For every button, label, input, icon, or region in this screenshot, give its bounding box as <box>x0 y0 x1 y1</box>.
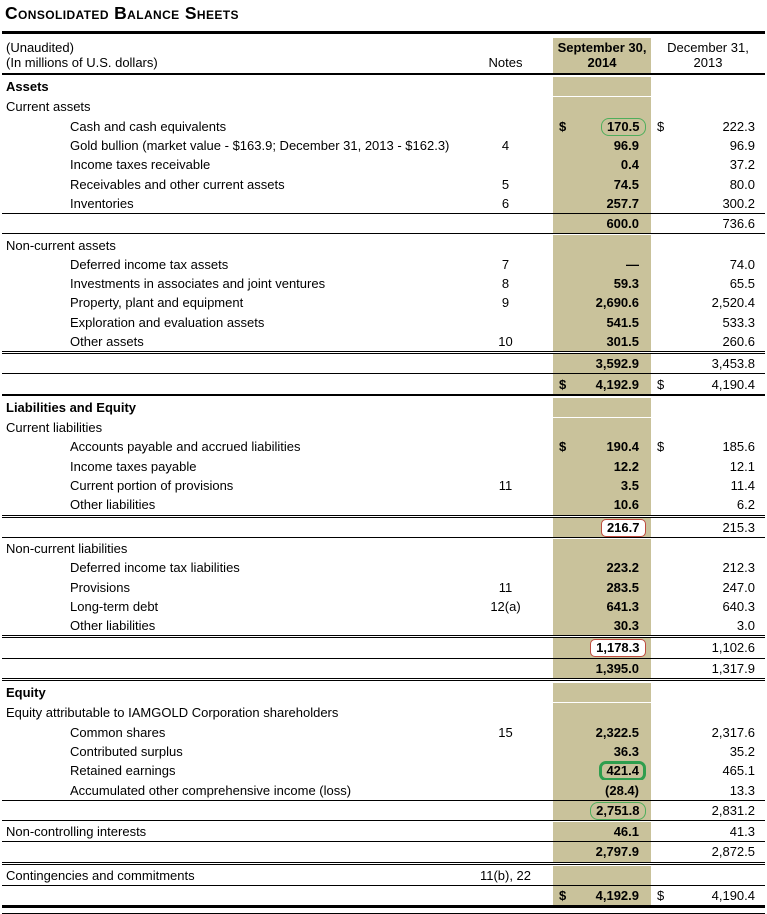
row-label: Inventories <box>70 195 134 211</box>
row-value-dec-2013: 1,102.6 <box>711 640 755 656</box>
row-value-dec-2013: 640.3 <box>722 598 755 614</box>
row-label: Current liabilities <box>6 420 103 436</box>
row-cell-dec-2013 <box>651 174 765 193</box>
table-row <box>2 234 765 254</box>
row-label: Income taxes receivable <box>70 157 211 173</box>
row-value-dec-2013: 12.1 <box>729 458 755 474</box>
row-note <box>458 437 553 456</box>
table-row <box>2 417 765 437</box>
row-value-dec-2013: 3.0 <box>736 618 755 634</box>
row-value-dec-2013: 11.4 <box>730 478 755 494</box>
row-cell-sep-2014 <box>553 539 651 558</box>
row-value-dec-2013: 185.6 <box>722 439 755 455</box>
row-cell-sep-2014 <box>553 597 651 616</box>
row-value-sep-2014 <box>599 763 639 778</box>
table-row <box>2 332 765 351</box>
row-note <box>458 822 553 841</box>
table-row <box>2 457 765 476</box>
row-label: Accumulated other comprehensive income (loss) <box>70 782 352 798</box>
row-value-sep-2014: 283.5 <box>606 579 639 595</box>
table-row <box>2 75 765 96</box>
row-cell-dec-2013 <box>651 742 765 761</box>
row-note <box>458 97 553 116</box>
row-cell-dec-2013 <box>651 398 765 417</box>
row-cell-sep-2014 <box>553 117 651 136</box>
row-cell-dec-2013 <box>651 255 765 274</box>
row-cell-sep-2014 <box>553 174 651 193</box>
row-cell-dec-2013 <box>651 437 765 456</box>
row-note: 15 <box>498 724 513 740</box>
table-row <box>2 800 765 821</box>
row-note <box>458 518 553 537</box>
row-note: 11(b), 22 <box>479 867 532 883</box>
row-cell-sep-2014 <box>553 638 651 657</box>
row-note <box>458 398 553 417</box>
row-value-sep-2014: 46.1 <box>613 824 639 840</box>
row-label <box>2 886 458 905</box>
table-row <box>2 597 765 616</box>
row-value-dec-2013: 736.6 <box>722 216 755 232</box>
table-row <box>2 194 765 213</box>
table-row <box>2 659 765 681</box>
table-row <box>2 616 765 635</box>
table-row <box>2 515 765 538</box>
row-label: Contingencies and commitments <box>6 867 195 883</box>
row-note <box>458 155 553 174</box>
row-value-dec-2013: 74.0 <box>729 256 755 272</box>
row-label <box>2 659 458 678</box>
row-note <box>458 616 553 635</box>
row-cell-dec-2013 <box>651 457 765 476</box>
table-row <box>2 396 765 417</box>
table-row <box>2 313 765 332</box>
row-value-dec-2013: 3,453.8 <box>711 356 755 372</box>
row-cell-dec-2013 <box>651 866 765 885</box>
row-cell-dec-2013 <box>651 313 765 332</box>
table-row <box>2 886 765 908</box>
row-cell-sep-2014 <box>553 742 651 761</box>
row-cell-dec-2013 <box>651 780 765 799</box>
balance-sheet-table <box>2 38 765 914</box>
row-label <box>2 214 458 233</box>
row-value-sep-2014 <box>601 119 639 134</box>
annotation-box-green-thick: 421.4 <box>599 761 646 781</box>
row-value-dec-2013: 533.3 <box>722 314 755 330</box>
row-value-sep-2014 <box>601 520 639 535</box>
row-note <box>458 235 553 254</box>
row-cell-dec-2013 <box>651 703 765 722</box>
row-note: 10 <box>498 334 513 349</box>
table-row <box>2 96 765 116</box>
row-note <box>458 638 553 657</box>
row-value-dec-2013: 2,520.4 <box>711 295 755 311</box>
row-value-dec-2013: 41.3 <box>729 824 755 840</box>
row-cell-dec-2013 <box>651 495 765 514</box>
row-cell-dec-2013 <box>651 155 765 174</box>
table-row <box>2 821 765 841</box>
row-note <box>458 374 553 393</box>
page-title: Consolidated Balance Sheets <box>5 3 239 23</box>
row-cell-dec-2013 <box>651 822 765 841</box>
title-rule <box>2 31 765 34</box>
row-value-sep-2014: 2,690.6 <box>595 295 639 311</box>
row-label <box>2 518 458 537</box>
row-note: 6 <box>501 195 510 211</box>
row-cell-dec-2013 <box>651 194 765 213</box>
row-value-sep-2014: 3.5 <box>620 478 639 494</box>
dollar-sign: $ <box>559 439 567 455</box>
row-label: Current assets <box>6 99 91 115</box>
row-cell-dec-2013 <box>651 577 765 596</box>
row-label <box>2 842 458 861</box>
row-note: 4 <box>501 138 510 154</box>
row-value-dec-2013: 465.1 <box>722 763 755 779</box>
header-millions-label: (In millions of U.S. dollars) <box>6 55 158 70</box>
row-note <box>458 683 553 702</box>
row-cell-sep-2014 <box>553 274 651 293</box>
row-cell-dec-2013 <box>651 117 765 136</box>
row-cell-sep-2014 <box>553 616 651 635</box>
row-cell-sep-2014 <box>553 313 651 332</box>
row-cell-sep-2014 <box>553 97 651 116</box>
row-cell-sep-2014 <box>553 155 651 174</box>
row-cell-sep-2014 <box>553 476 651 495</box>
row-value-sep-2014: 74.5 <box>613 176 639 192</box>
table-row <box>2 841 765 864</box>
row-cell-dec-2013 <box>651 332 765 351</box>
row-cell-dec-2013 <box>651 597 765 616</box>
row-value-sep-2014: 257.7 <box>606 195 639 211</box>
row-value-dec-2013: 2,872.5 <box>711 844 755 860</box>
table-row <box>2 702 765 722</box>
row-label: Retained earnings <box>70 763 176 779</box>
row-value-sep-2014: 10.6 <box>613 497 639 513</box>
row-label: Deferred income tax liabilities <box>70 560 240 576</box>
row-note: 11 <box>498 579 513 595</box>
row-value-sep-2014: (28.4) <box>605 782 639 798</box>
row-note <box>458 418 553 437</box>
table-row <box>2 761 765 780</box>
row-cell-sep-2014 <box>553 659 651 678</box>
row-note <box>458 495 553 514</box>
annotation-box-green: 170.5 <box>601 118 646 136</box>
row-cell-dec-2013 <box>651 886 765 905</box>
row-cell-dec-2013 <box>651 214 765 233</box>
row-note: 11 <box>498 478 513 494</box>
row-label: Current portion of provisions <box>70 478 234 494</box>
row-note <box>458 117 553 136</box>
row-cell-dec-2013 <box>651 518 765 537</box>
row-cell-dec-2013 <box>651 683 765 702</box>
row-cell-sep-2014 <box>553 354 651 373</box>
table-row <box>2 495 765 514</box>
row-cell-sep-2014 <box>553 293 651 312</box>
table-row <box>2 742 765 761</box>
row-value-sep-2014: 2,797.9 <box>595 844 639 860</box>
header-units <box>2 38 458 73</box>
row-value-sep-2014: 641.3 <box>606 598 639 614</box>
row-value-dec-2013: 13.3 <box>729 782 755 798</box>
row-cell-sep-2014 <box>553 761 651 780</box>
row-value-dec-2013: 4,190.4 <box>711 888 755 904</box>
row-value-dec-2013: 80.0 <box>729 176 755 192</box>
row-value-sep-2014: 4,192.9 <box>595 376 639 392</box>
row-label: Other liabilities <box>70 618 156 634</box>
row-label <box>2 638 458 657</box>
row-cell-dec-2013 <box>651 761 765 780</box>
table-row <box>2 635 765 658</box>
row-note <box>458 842 553 861</box>
row-value-sep-2014: 96.9 <box>613 138 639 154</box>
row-label: Cash and cash equivalents <box>70 118 227 134</box>
row-cell-sep-2014 <box>553 255 651 274</box>
row-value-sep-2014: — <box>626 256 639 272</box>
table-row <box>2 213 765 234</box>
table-row <box>2 865 765 886</box>
row-value-sep-2014: 30.3 <box>613 618 639 634</box>
row-value-dec-2013: 96.9 <box>729 138 755 154</box>
table-row <box>2 136 765 155</box>
row-value-sep-2014: 0.4 <box>620 157 639 173</box>
row-cell-dec-2013 <box>651 616 765 635</box>
row-note <box>458 886 553 905</box>
row-value-sep-2014: 1,395.0 <box>595 660 639 676</box>
row-cell-dec-2013 <box>651 274 765 293</box>
row-label: Other assets <box>70 334 144 349</box>
row-cell-sep-2014 <box>553 866 651 885</box>
dollar-sign: $ <box>657 118 665 134</box>
row-cell-sep-2014 <box>553 558 651 577</box>
row-label: Assets <box>6 79 49 95</box>
table-row <box>2 255 765 274</box>
table-row <box>2 117 765 136</box>
row-label: Long-term debt <box>70 598 159 614</box>
row-note <box>458 558 553 577</box>
row-cell-dec-2013 <box>651 801 765 820</box>
row-cell-dec-2013 <box>651 235 765 254</box>
table-row <box>2 723 765 742</box>
row-value-sep-2014: 12.2 <box>613 458 639 474</box>
row-cell-dec-2013 <box>651 638 765 657</box>
row-note <box>458 539 553 558</box>
row-cell-dec-2013 <box>651 418 765 437</box>
row-value-dec-2013: 300.2 <box>722 195 755 211</box>
row-cell-sep-2014 <box>553 457 651 476</box>
row-value-sep-2014: 2,322.5 <box>595 724 639 740</box>
row-cell-sep-2014 <box>553 136 651 155</box>
row-label: Equity <box>6 685 46 701</box>
row-label: Non-current assets <box>6 237 116 253</box>
header-notes-label: Notes <box>488 55 523 70</box>
row-label: Receivables and other current assets <box>70 176 285 192</box>
table-row <box>2 293 765 312</box>
row-label <box>2 374 458 393</box>
row-note <box>458 457 553 476</box>
row-note <box>458 703 553 722</box>
row-note: 7 <box>501 256 510 272</box>
row-label: Common shares <box>70 724 166 740</box>
row-label: Income taxes payable <box>70 458 197 474</box>
row-cell-sep-2014 <box>553 703 651 722</box>
row-cell-sep-2014 <box>553 801 651 820</box>
table-row <box>2 174 765 193</box>
row-cell-sep-2014 <box>553 780 651 799</box>
row-value-dec-2013: 212.3 <box>722 560 755 576</box>
header-unaudited-label: (Unaudited) <box>6 40 74 55</box>
annotation-box-green: 2,751.8 <box>590 802 645 820</box>
row-cell-sep-2014 <box>553 398 651 417</box>
row-label: Contributed surplus <box>70 743 183 759</box>
row-cell-sep-2014 <box>553 886 651 905</box>
row-cell-sep-2014 <box>553 723 651 742</box>
row-cell-sep-2014 <box>553 518 651 537</box>
row-label: Other liabilities <box>70 497 156 513</box>
row-value-sep-2014: 190.4 <box>606 439 639 455</box>
row-cell-sep-2014 <box>553 418 651 437</box>
row-note: 8 <box>501 276 510 292</box>
table-row <box>2 155 765 174</box>
row-value-sep-2014: 4,192.9 <box>595 888 639 904</box>
table-row <box>2 681 765 702</box>
table-row <box>2 538 765 558</box>
row-note <box>458 761 553 780</box>
table-row <box>2 577 765 596</box>
dollar-sign: $ <box>559 888 567 904</box>
row-label: Investments in associates and joint ventures <box>70 276 326 292</box>
row-cell-sep-2014 <box>553 235 651 254</box>
row-value-sep-2014: 3,592.9 <box>595 356 639 372</box>
row-value-dec-2013: 65.5 <box>729 276 755 292</box>
table-row <box>2 437 765 456</box>
row-value-sep-2014: 600.0 <box>606 216 639 232</box>
annotation-box-red: 1,178.3 <box>590 639 645 657</box>
table-row <box>2 780 765 799</box>
row-value-sep-2014: 541.5 <box>606 314 639 330</box>
row-note <box>458 214 553 233</box>
row-value-dec-2013: 215.3 <box>722 519 755 535</box>
row-cell-dec-2013 <box>651 558 765 577</box>
row-value-dec-2013: 6.2 <box>736 497 755 513</box>
row-value-sep-2014: 36.3 <box>613 743 639 759</box>
row-note <box>458 742 553 761</box>
row-label: Equity attributable to IAMGOLD Corporation shareholders <box>6 705 339 721</box>
row-cell-dec-2013 <box>651 659 765 678</box>
row-label <box>2 801 458 820</box>
row-value-dec-2013: 222.3 <box>722 118 755 134</box>
row-value-dec-2013: 2,831.2 <box>711 802 755 818</box>
row-cell-sep-2014 <box>553 577 651 596</box>
table-row <box>2 274 765 293</box>
row-value-sep-2014: 223.2 <box>606 560 639 576</box>
row-cell-dec-2013 <box>651 842 765 861</box>
row-cell-sep-2014 <box>553 437 651 456</box>
row-value-sep-2014: 301.5 <box>606 334 639 349</box>
row-note <box>458 659 553 678</box>
row-value-dec-2013: 2,317.6 <box>711 724 755 740</box>
row-value-sep-2014 <box>590 640 639 655</box>
row-cell-sep-2014 <box>553 332 651 351</box>
row-label: Accounts payable and accrued liabilities <box>70 439 301 455</box>
row-cell-sep-2014 <box>553 822 651 841</box>
row-value-dec-2013: 37.2 <box>729 157 755 173</box>
row-cell-dec-2013 <box>651 476 765 495</box>
row-note <box>458 354 553 373</box>
header-column-dec-2013: December 31, 2013 <box>667 40 749 70</box>
row-label: Exploration and evaluation assets <box>70 314 265 330</box>
row-cell-sep-2014 <box>553 842 651 861</box>
row-note <box>458 801 553 820</box>
row-cell-dec-2013 <box>651 77 765 96</box>
dollar-sign: $ <box>559 376 567 392</box>
row-value-sep-2014: 59.3 <box>613 276 639 292</box>
row-cell-sep-2014 <box>553 214 651 233</box>
row-cell-sep-2014 <box>553 495 651 514</box>
row-value-dec-2013: 1,317.9 <box>711 660 755 676</box>
row-cell-dec-2013 <box>651 374 765 393</box>
row-note: 9 <box>501 295 510 311</box>
row-note <box>458 313 553 332</box>
row-cell-dec-2013 <box>651 136 765 155</box>
table-row <box>2 374 765 395</box>
dollar-sign: $ <box>657 888 665 904</box>
header-column-sep-2014: September 30, 2014 <box>553 38 651 73</box>
row-value-dec-2013: 260.6 <box>722 334 755 349</box>
row-cell-dec-2013 <box>651 293 765 312</box>
table-header-row <box>2 38 765 75</box>
row-note <box>458 780 553 799</box>
row-label: Provisions <box>70 579 130 595</box>
row-cell-sep-2014 <box>553 77 651 96</box>
row-note: 12(a) <box>490 598 521 614</box>
row-value-dec-2013: 4,190.4 <box>711 376 755 392</box>
row-cell-sep-2014 <box>553 374 651 393</box>
row-label: Liabilities and Equity <box>6 399 137 415</box>
row-cell-sep-2014 <box>553 194 651 213</box>
row-value-dec-2013: 35.2 <box>729 743 755 759</box>
table-body <box>2 75 765 908</box>
row-cell-dec-2013 <box>651 539 765 558</box>
row-label <box>2 354 458 373</box>
row-cell-dec-2013 <box>651 97 765 116</box>
annotation-box-red: 216.7 <box>601 519 646 537</box>
row-label: Non-controlling interests <box>6 824 147 840</box>
dollar-sign: $ <box>559 118 567 134</box>
table-row <box>2 476 765 495</box>
dollar-sign: $ <box>657 376 665 392</box>
row-label: Gold bullion (market value - $163.9; December 31, 2013 - $162.3) <box>70 138 450 154</box>
row-note <box>458 77 553 96</box>
table-row <box>2 351 765 374</box>
row-label: Non-current liabilities <box>6 540 128 556</box>
row-value-dec-2013: 247.0 <box>722 579 755 595</box>
row-cell-dec-2013 <box>651 354 765 373</box>
row-cell-dec-2013 <box>651 723 765 742</box>
row-label: Property, plant and equipment <box>70 295 244 311</box>
table-row <box>2 558 765 577</box>
row-note: 5 <box>501 176 510 192</box>
dollar-sign: $ <box>657 439 665 455</box>
row-cell-sep-2014 <box>553 683 651 702</box>
row-value-sep-2014 <box>590 803 639 818</box>
row-label: Deferred income tax assets <box>70 256 229 272</box>
